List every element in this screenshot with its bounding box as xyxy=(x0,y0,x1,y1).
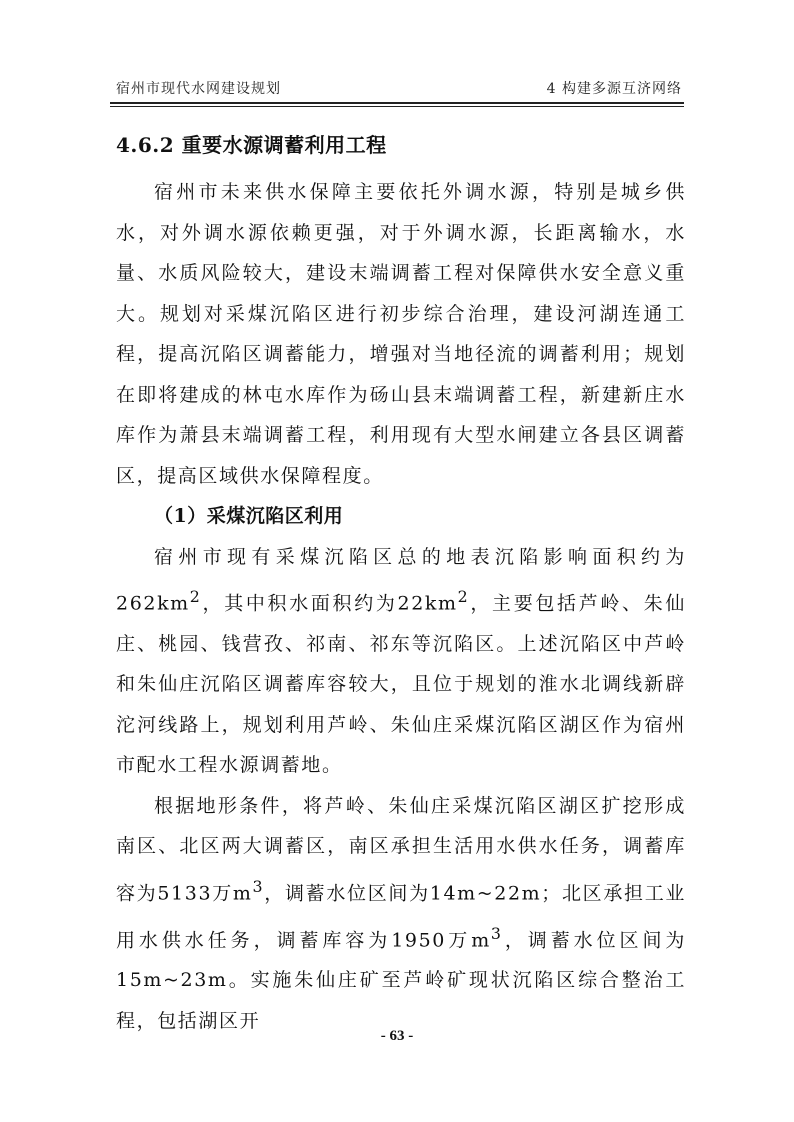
page-body xyxy=(116,126,686,1041)
paragraph-intro xyxy=(116,172,686,496)
header-rule-thick xyxy=(110,102,684,104)
section-title: 4.6.2 重要水源调蓄利用工程 xyxy=(116,133,387,157)
superscript: 2 xyxy=(457,587,470,606)
paragraph-text-part: ，主要包括芦岭、朱仙庄、桃园、钱营孜、祁南、祁东等沉陷区。上述沉陷区中芦岭和朱仙庄沉陷区调蓄库容较大，且位于规划的淮水北调线新辟沱河线路上，规划利用芦岭、朱仙庄采煤沉陷区湖区作为宿州市配水工程水源调蓄地。 xyxy=(116,592,686,777)
header-document-title: 宿州市现代水网建设规划 xyxy=(116,81,281,97)
paragraph-text-part: 宿州市现有采煤沉陷区总的地表沉陷影响面积约为262km xyxy=(116,545,686,615)
superscript: 3 xyxy=(490,923,503,943)
paragraph-text-part: ，调蓄水位区间为14m~22m；北区承担工业用水供水任务，调蓄库容为1950万m xyxy=(116,882,686,951)
subheading-subsidence-area: （1）采煤沉陷区利用 xyxy=(154,505,344,527)
paragraph-storage-zones xyxy=(116,786,686,1042)
paragraph-text-part: ，其中积水面积约为22km xyxy=(201,592,458,615)
superscript: 2 xyxy=(189,587,202,606)
header-chapter-title: 4 构建多源互济网络 xyxy=(546,81,682,97)
paragraph-subsidence-area xyxy=(116,537,686,786)
running-header xyxy=(116,78,682,100)
superscript: 3 xyxy=(252,876,265,896)
paragraph-intro-text: 宿州市未来供水保障主要依托外调水源，特别是城乡供水，对外调水源依赖更强，对于外调水源，长距离输水，水量、水质风险较大，建设末端调蓄工程对保障供水安全意义重大。规划对采煤沉陷区进行初步综合治理，建设河湖连通工程，提高沉陷区调蓄能力，增强对当地径流的调蓄利用；规划在即将建成的林屯水库作为砀山县末端调蓄工程，新建新庄水库作为萧县末端调蓄工程，利用现有大型水闸建立各县区调蓄区，提高区域供水保障程度。 xyxy=(116,181,686,487)
paragraph-text-part: 根据地形条件，将芦岭、朱仙庄采煤沉陷区湖区扩挖形成南区、北区两大调蓄区，南区承担生活用水供水任务，调蓄库容为5133万m xyxy=(116,794,686,905)
header-rule-thin xyxy=(110,106,684,107)
paragraph-text-part: ，调蓄水位区间为15m~23m。实施朱仙庄矿至芦岭矿现状沉陷区综合整治工程，包括湖区开 xyxy=(116,928,687,1032)
page-number: - 63 - xyxy=(380,1028,414,1044)
